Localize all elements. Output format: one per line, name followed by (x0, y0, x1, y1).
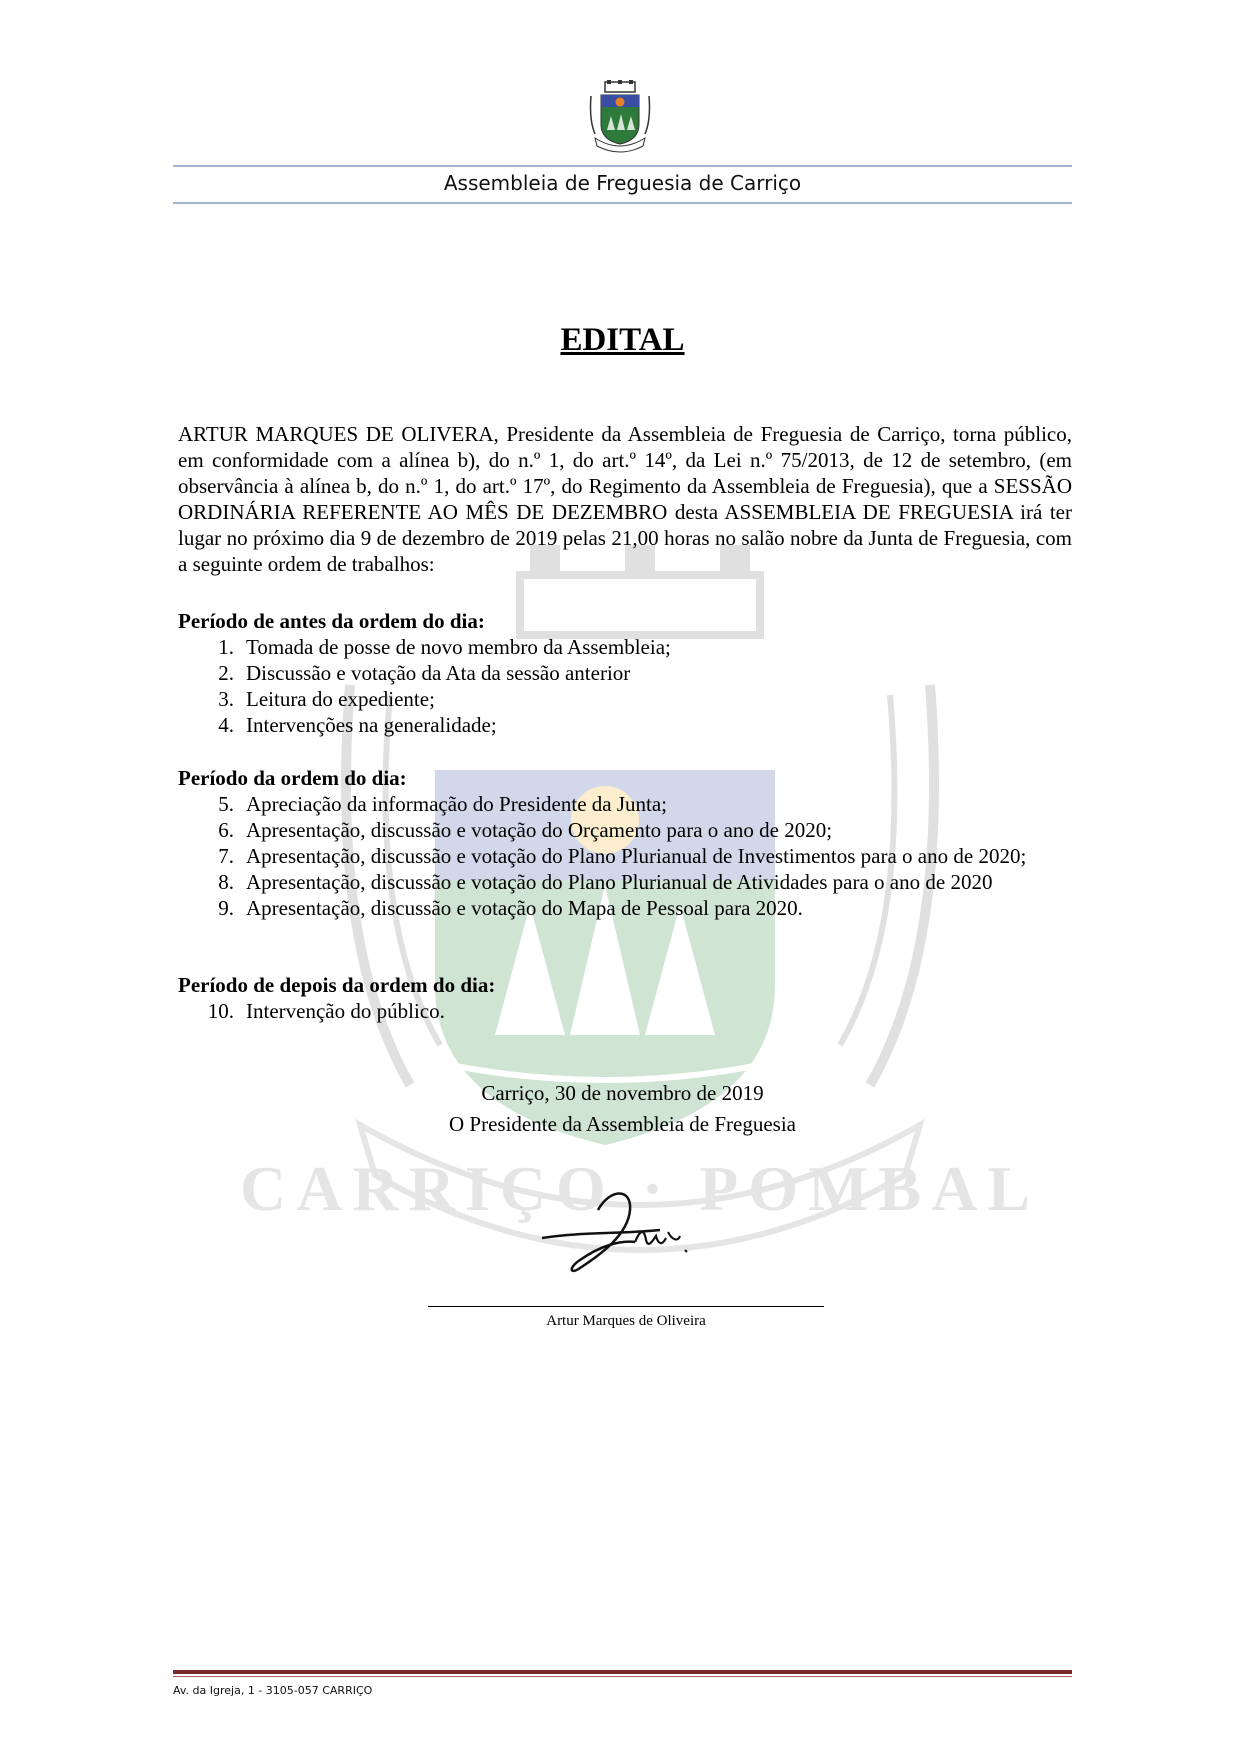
item-number: 10. (207, 999, 234, 1023)
list-item (178, 817, 1072, 843)
list-item (178, 660, 1072, 686)
list-item (178, 895, 1072, 921)
header-organization: Assembleia de Freguesia de Carriço (443, 171, 802, 195)
agenda-list (178, 998, 1072, 1024)
header-rule-top (173, 165, 1072, 167)
item-number: 2. (218, 661, 234, 685)
intro-paragraph: ARTUR MARQUES DE OLIVERA, Presidente da Assembleia de Freguesia de Carriço, torna público, em conformidade com a alínea b), do n.º 1, do art.º 14º, da Lei n.º 75/2013, de 12 de setembro, (em observância à alínea b, do n.º 1, do art.º 17º, do Regimento da Assembleia de Freguesia), que a SESSÃO ORDINÁRIA REFERENTE AO MÊS DE DEZEMBRO desta ASSEMBLEIA DE FREGUESIA irá ter lugar no próximo dia 9 de dezembro de 2019 pelas 21,00 horas no salão nobre da Junta de Freguesia, com a seguinte ordem de trabalhos: (178, 422, 1072, 576)
agenda-list (178, 791, 1072, 921)
document-title: EDITAL (560, 322, 685, 358)
item-number: 3. (218, 687, 234, 711)
item-text: Intervenção do público. (246, 999, 445, 1023)
place-date: Carriço, 30 de novembro de 2019 (481, 1081, 764, 1105)
list-item (178, 686, 1072, 712)
item-number: 1. (218, 635, 234, 659)
item-text: Apresentação, discussão e votação do Plano Plurianual de Investimentos para o ano de 2020; (246, 844, 1027, 868)
item-text: Apresentação, discussão e votação do Mapa de Pessoal para 2020. (246, 896, 803, 920)
item-text: Leitura do expediente; (246, 687, 435, 711)
coat-of-arms-icon (587, 80, 653, 154)
item-number: 9. (218, 896, 234, 920)
item-text: Apreciação da informação do Presidente da Junta; (246, 792, 667, 816)
signature-icon (540, 1180, 720, 1285)
header-rule-bottom (173, 202, 1072, 204)
footer-address: Av. da Igreja, 1 - 3105-057 CARRIÇO (173, 1684, 373, 1697)
agenda-list (178, 634, 1072, 738)
item-text: Tomada de posse de novo membro da Assembleia; (246, 635, 671, 659)
footer-rule (173, 1670, 1072, 1674)
section-heading: Período de antes da ordem do dia: (178, 609, 485, 633)
item-number: 8. (218, 870, 234, 894)
section-heading: Período de depois da ordem do dia: (178, 973, 496, 997)
list-item (178, 998, 1072, 1024)
item-text: Intervenções na generalidade; (246, 713, 497, 737)
signer-name: Artur Marques de Oliveira (546, 1313, 706, 1329)
watermark-text: CARRIÇO · POMBAL (240, 1153, 1040, 1224)
item-text: Apresentação, discussão e votação do Orçamento para o ano de 2020; (246, 818, 833, 842)
signer-role: O Presidente da Assembleia de Freguesia (449, 1112, 796, 1136)
item-number: 5. (218, 792, 234, 816)
item-number: 4. (218, 713, 234, 737)
list-item (178, 843, 1072, 869)
item-number: 6. (218, 818, 234, 842)
section-heading: Período da ordem do dia: (178, 766, 407, 790)
list-item (178, 791, 1072, 817)
list-item (178, 869, 1072, 895)
item-number: 7. (218, 844, 234, 868)
list-item (178, 634, 1072, 660)
item-text: Apresentação, discussão e votação do Plano Plurianual de Atividades para o ano de 2020 (246, 870, 993, 894)
signature-line (428, 1306, 824, 1307)
item-text: Discussão e votação da Ata da sessão anterior (246, 661, 631, 685)
list-item (178, 712, 1072, 738)
footer-rule-thin (173, 1676, 1072, 1677)
